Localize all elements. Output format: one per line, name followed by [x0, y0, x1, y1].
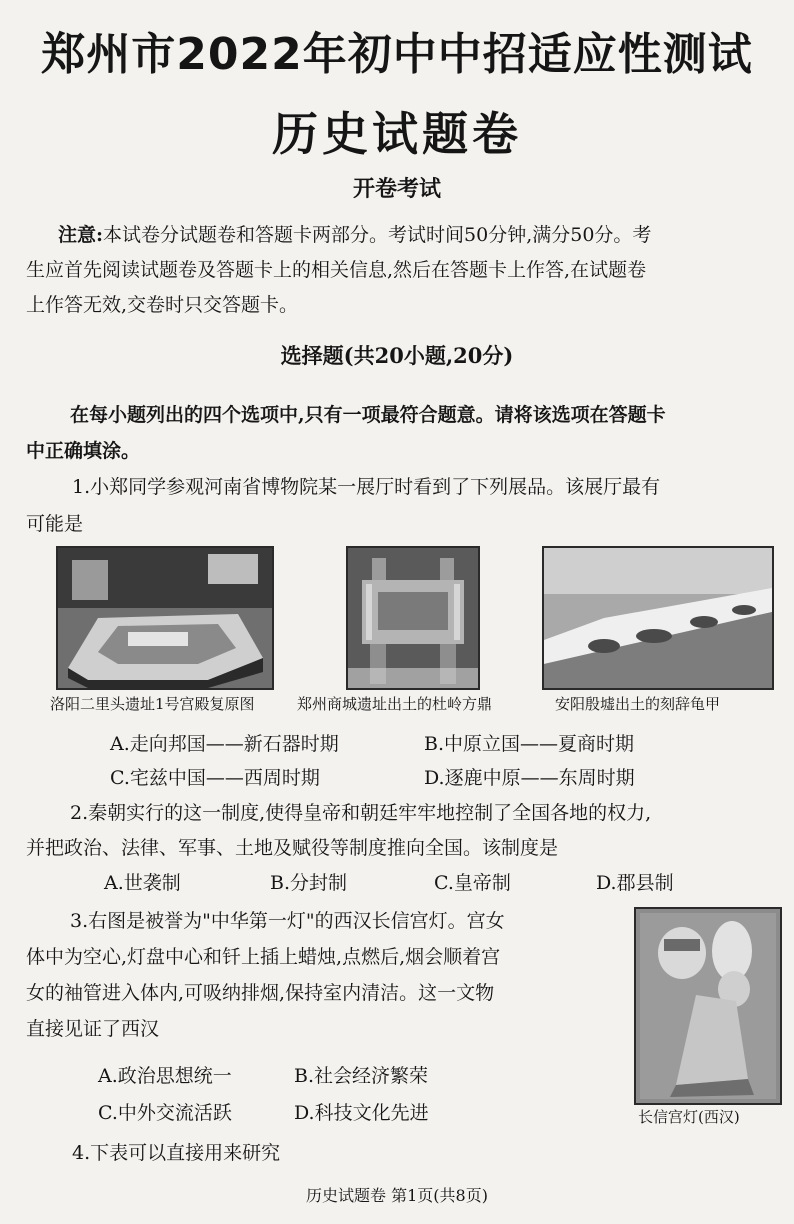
q2-stem-1: 2.秦朝实行的这一制度,使得皇帝和朝廷牢牢地控制了全国各地的权力,: [70, 802, 652, 824]
palace-model-icon: [58, 548, 272, 688]
q1-option-b[interactable]: B.中原立国——夏商时期: [424, 733, 635, 755]
q3-stem-1: 3.右图是被誉为"中华第一灯"的西汉长信宫灯。宫女: [70, 910, 505, 932]
q3-image-caption: 长信宫灯(西汉): [638, 1108, 740, 1126]
q1-option-a[interactable]: A.走向邦国——新石器时期: [110, 733, 339, 755]
exam-type: 开卷考试: [352, 176, 441, 202]
q2-option-a[interactable]: A.世袭制: [104, 872, 181, 894]
q2-option-b[interactable]: B.分封制: [270, 872, 348, 894]
subject-title: 历史试题卷: [272, 107, 522, 161]
q1-option-d[interactable]: D.逐鹿中原——东周时期: [424, 767, 635, 789]
notice-text-1: 本试卷分试题卷和答题卡两部分。考试时间50分钟,满分50分。考: [103, 224, 652, 246]
q3-option-a[interactable]: A.政治思想统一: [98, 1065, 232, 1087]
oracle-bone-icon: [544, 548, 772, 688]
q1-option-c[interactable]: C.宅兹中国——西周时期: [110, 767, 320, 789]
changxin-lamp-photo: [634, 907, 782, 1105]
q1-stem-1: 1.小郑同学参观河南省博物院某一展厅时看到了下列展品。该展厅最有: [72, 476, 661, 498]
q1-caption-3: 安阳殷墟出土的刻辞龟甲: [555, 695, 721, 713]
q1-caption-2: 郑州商城遗址出土的杜岭方鼎: [297, 695, 493, 713]
q3-stem-4: 直接见证了西汉: [26, 1018, 160, 1040]
section-title: 选择题(共20小题,20分): [280, 343, 514, 368]
notice-label: 注意:: [58, 224, 104, 246]
q2-option-d[interactable]: D.郡县制: [596, 872, 674, 894]
q2-option-c[interactable]: C.皇帝制: [434, 872, 511, 894]
q2-stem-2: 并把政治、法律、军事、土地及赋役等制度推向全国。该制度是: [26, 837, 559, 859]
page-footer: 历史试题卷 第1页(共8页): [306, 1186, 488, 1205]
q3-stem-3: 女的袖管进入体内,可吸纳排烟,保持室内清洁。这一文物: [26, 982, 495, 1004]
section-instruction-2: 中正确填涂。: [26, 440, 141, 462]
section-instruction-1: 在每小题列出的四个选项中,只有一项最符合题意。请将该选项在答题卡: [70, 404, 666, 426]
erlitou-palace-photo: [56, 546, 274, 690]
notice-line-2: 生应首先阅读试题卷及答题卡上的相关信息,然后在答题卡上作答,在试题卷: [26, 259, 647, 281]
duling-ding-photo: [346, 546, 480, 690]
q1-stem-2: 可能是: [26, 513, 84, 535]
oracle-bones-photo: [542, 546, 774, 690]
q3-stem-2: 体中为空心,灯盘中心和钎上插上蜡烛,点燃后,烟会顺着宫: [26, 946, 501, 968]
notice-line-1: [58, 218, 651, 253]
bronze-ding-icon: [348, 548, 478, 688]
q3-option-b[interactable]: B.社会经济繁荣: [294, 1065, 429, 1087]
q3-option-d[interactable]: D.科技文化先进: [294, 1102, 429, 1124]
q3-option-c[interactable]: C.中外交流活跃: [98, 1102, 232, 1124]
q1-caption-1: 洛阳二里头遗址1号宫殿复原图: [50, 695, 255, 713]
notice-line-3: 上作答无效,交卷时只交答题卡。: [26, 294, 299, 316]
q4-stem-1: 4.下表可以直接用来研究: [72, 1142, 281, 1164]
palace-lamp-icon: [636, 909, 780, 1103]
exam-title: 郑州市2022年初中中招适应性测试: [41, 29, 753, 80]
